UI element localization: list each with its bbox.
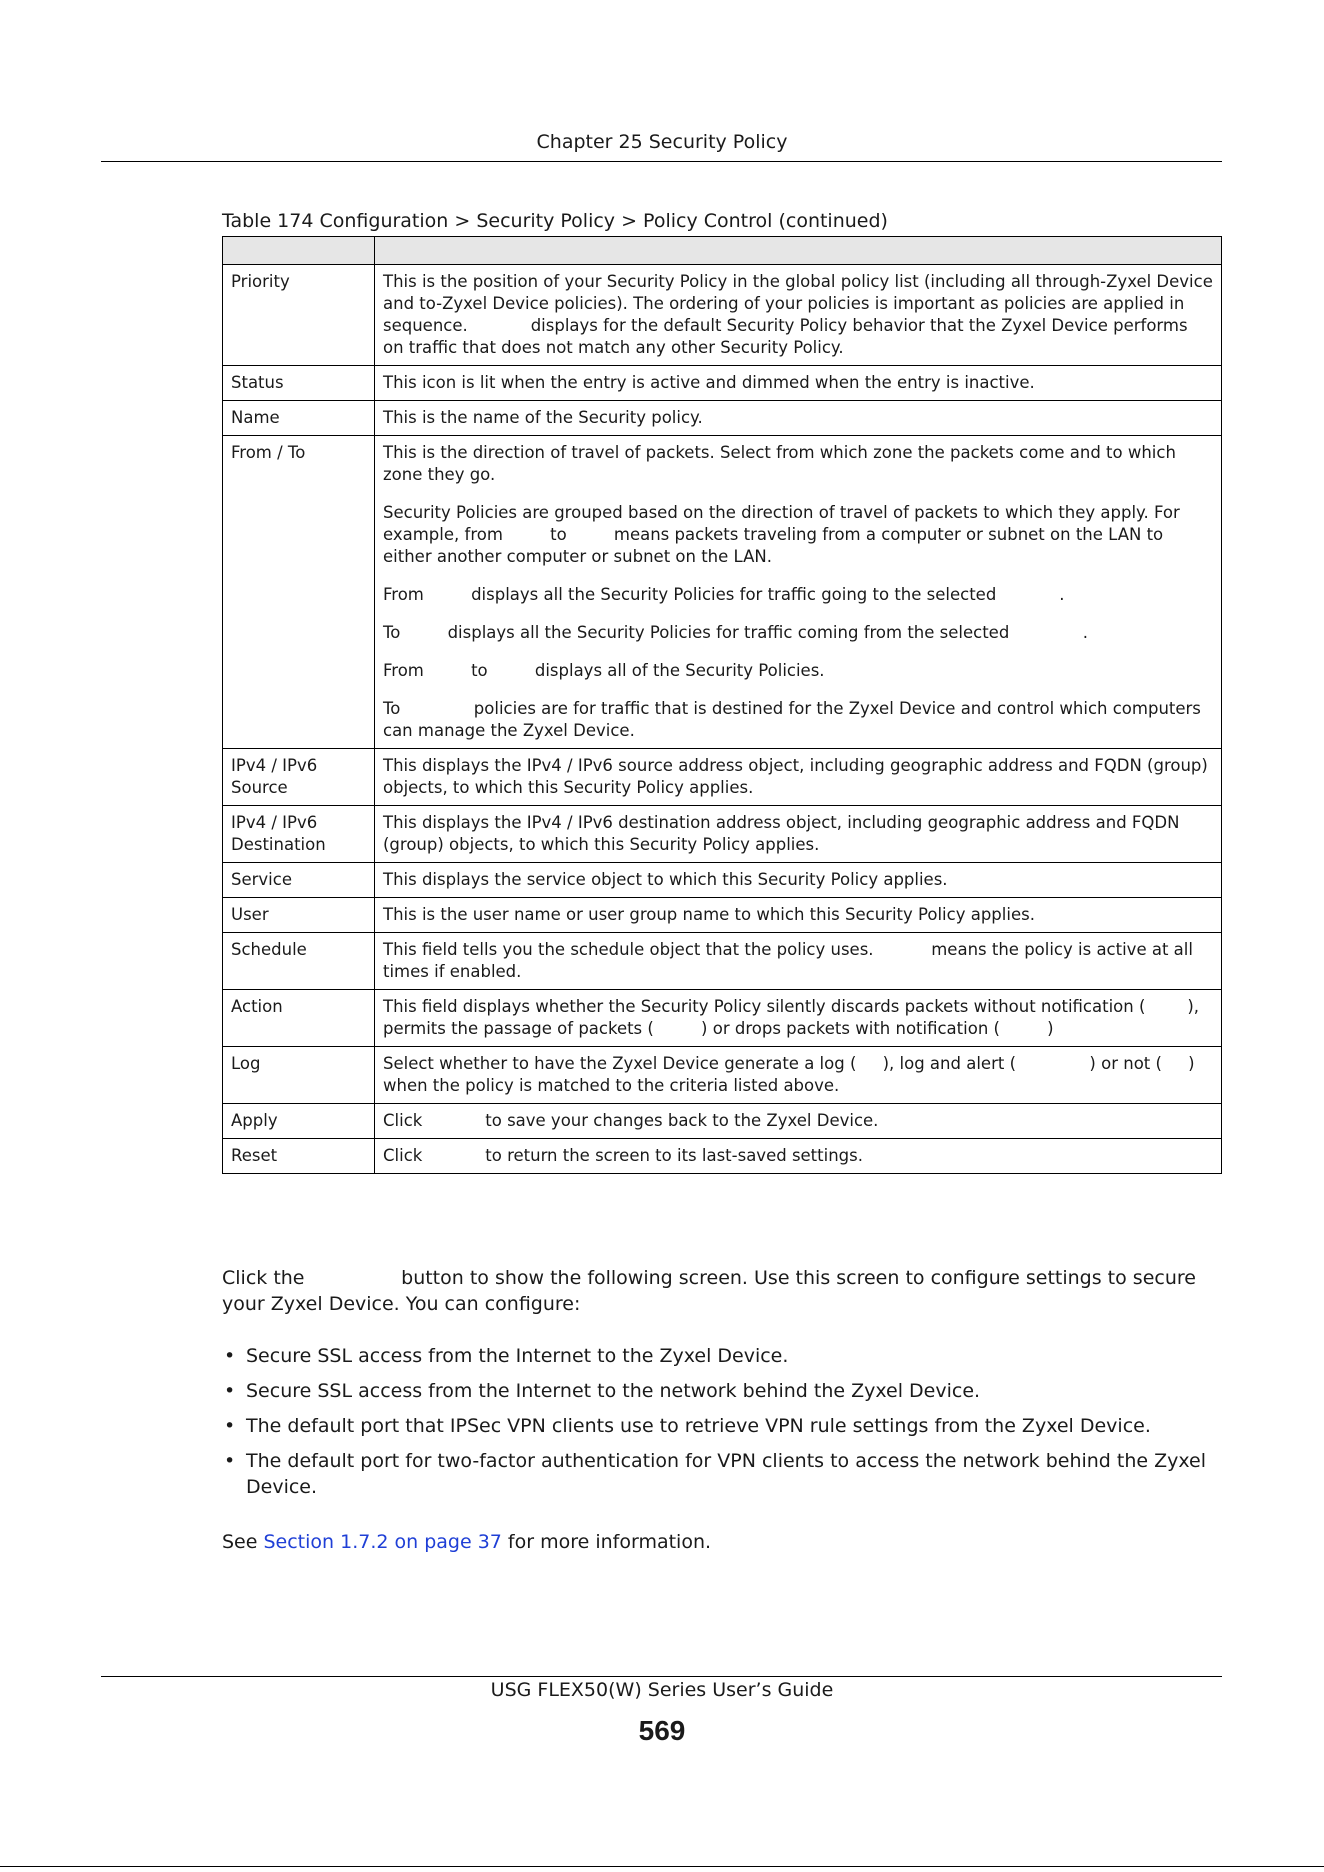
row-label: Status xyxy=(223,366,375,401)
footer-rule xyxy=(101,1676,1222,1677)
see-prefix: See xyxy=(222,1531,264,1553)
table-row xyxy=(223,1104,1222,1139)
description-paragraph: Security Policies are grouped based on the direction of travel of packets to which they apply. For example, from to means packets traveling from a computer or subnet on the LAN to either another computer or subnet on the LAN. xyxy=(383,503,1185,566)
bullet-icon: • xyxy=(224,1415,236,1437)
see-also xyxy=(222,1529,1222,1555)
row-label: IPv4 / IPv6 Source xyxy=(223,749,375,806)
header-rule xyxy=(101,161,1222,162)
row-description xyxy=(375,265,1222,366)
table-row xyxy=(223,1139,1222,1174)
see-suffix: for more information. xyxy=(501,1531,712,1553)
row-label: Priority xyxy=(223,265,375,366)
table-header-description-cell xyxy=(375,237,1222,265)
description-paragraph: This is the name of the Security policy. xyxy=(383,408,703,427)
description-paragraph: This displays the IPv4 / IPv6 source address object, including geographic address and FQDN (group) objects, to which this Security Policy applies. xyxy=(383,756,1214,797)
bullet-icon: • xyxy=(224,1450,236,1472)
table-row xyxy=(223,933,1222,990)
description-paragraph: This field displays whether the Security Policy silently discards packets without notification ( ), permits the passage of packets ( ) or drops packets with notification ( ) xyxy=(383,997,1205,1038)
table-row xyxy=(223,898,1222,933)
row-description xyxy=(375,990,1222,1047)
list-item-text: The default port for two-factor authentication for VPN clients to access the network behind the Zyxel Device. xyxy=(246,1450,1207,1498)
row-description xyxy=(375,1139,1222,1174)
list-item-text: Secure SSL access from the Internet to the Zyxel Device. xyxy=(246,1345,789,1367)
body-intro: Click the button to show the following screen. Use this screen to configure settings to secure your Zyxel Device. You can configure: xyxy=(222,1267,1203,1315)
table-row xyxy=(223,265,1222,366)
table-header-row xyxy=(223,237,1222,265)
feature-list xyxy=(222,1343,1222,1509)
list-item-text: Secure SSL access from the Internet to the network behind the Zyxel Device. xyxy=(246,1380,981,1402)
row-description xyxy=(375,1047,1222,1104)
description-paragraph: From to displays all of the Security Policies. xyxy=(383,661,825,680)
table-header-label-cell xyxy=(223,237,375,265)
row-description xyxy=(375,436,1222,749)
row-label: Schedule xyxy=(223,933,375,990)
page-header-title: Chapter 25 Security Policy xyxy=(536,131,788,153)
table-row xyxy=(223,990,1222,1047)
section-link[interactable]: Section 1.7.2 on page 37 xyxy=(263,1531,502,1553)
description-paragraph: Click to save your changes back to the Zyxel Device. xyxy=(383,1111,879,1130)
footer-title: USG FLEX50(W) Series User’s Guide xyxy=(490,1679,834,1701)
row-description xyxy=(375,863,1222,898)
row-label: IPv4 / IPv6 Destination xyxy=(223,806,375,863)
description-paragraph: This displays the IPv4 / IPv6 destination address object, including geographic address and FQDN (group) objects, to which this Security Policy applies. xyxy=(383,813,1185,854)
bullet-icon: • xyxy=(224,1380,236,1402)
bullet-icon: • xyxy=(224,1345,236,1367)
description-paragraph: This displays the service object to which this Security Policy applies. xyxy=(383,870,948,889)
list-item xyxy=(222,1448,1222,1500)
page-number: 569 xyxy=(638,1715,686,1746)
row-label: Reset xyxy=(223,1139,375,1174)
description-paragraph: To policies are for traffic that is destined for the Zyxel Device and control which computers can manage the Zyxel Device. xyxy=(383,699,1207,740)
row-description xyxy=(375,366,1222,401)
description-paragraph: To displays all the Security Policies for traffic coming from the selected . xyxy=(383,623,1088,642)
table-row xyxy=(223,401,1222,436)
table-row xyxy=(223,749,1222,806)
row-description xyxy=(375,1104,1222,1139)
row-label: Service xyxy=(223,863,375,898)
row-label: Log xyxy=(223,1047,375,1104)
row-description xyxy=(375,749,1222,806)
row-label: Name xyxy=(223,401,375,436)
description-paragraph: This icon is lit when the entry is active and dimmed when the entry is inactive. xyxy=(383,373,1035,392)
list-item xyxy=(222,1413,1222,1439)
table-row xyxy=(223,436,1222,749)
row-description xyxy=(375,933,1222,990)
table-caption: Table 174 Configuration > Security Policy > Policy Control (continued) xyxy=(222,210,888,232)
bottom-rule xyxy=(0,1866,1324,1867)
row-description xyxy=(375,806,1222,863)
table-row xyxy=(223,806,1222,863)
row-label: User xyxy=(223,898,375,933)
description-paragraph: This is the position of your Security Policy in the global policy list (including all through-Zyxel Device and to-Zyxel Device policies). The ordering of your policies is important as policies are applied in sequence. displays for the default Security Policy behavior that the Zyxel Device performs on traffic that does not match any other Security Policy. xyxy=(383,272,1219,357)
list-item xyxy=(222,1378,1222,1404)
description-paragraph: This is the direction of travel of packets. Select from which zone the packets come and to which zone they go. xyxy=(383,443,1182,484)
description-paragraph: Click to return the screen to its last-saved settings. xyxy=(383,1146,863,1165)
row-label: From / To xyxy=(223,436,375,749)
table-row xyxy=(223,1047,1222,1104)
list-item xyxy=(222,1343,1222,1369)
description-paragraph: Select whether to have the Zyxel Device generate a log ( ), log and alert ( ) or not ( ) when the policy is matched to the criteria listed above. xyxy=(383,1054,1200,1095)
policy-control-table xyxy=(222,236,1222,1174)
description-paragraph: This is the user name or user group name to which this Security Policy applies. xyxy=(383,905,1035,924)
table-row xyxy=(223,366,1222,401)
row-description xyxy=(375,401,1222,436)
row-label: Action xyxy=(223,990,375,1047)
table-row xyxy=(223,863,1222,898)
description-paragraph: This field tells you the schedule object that the policy uses. means the policy is active at all times if enabled. xyxy=(383,940,1199,981)
description-paragraph: From displays all the Security Policies for traffic going to the selected . xyxy=(383,585,1065,604)
row-label: Apply xyxy=(223,1104,375,1139)
row-description xyxy=(375,898,1222,933)
list-item-text: The default port that IPSec VPN clients use to retrieve VPN rule settings from the Zyxel Device. xyxy=(246,1415,1151,1437)
